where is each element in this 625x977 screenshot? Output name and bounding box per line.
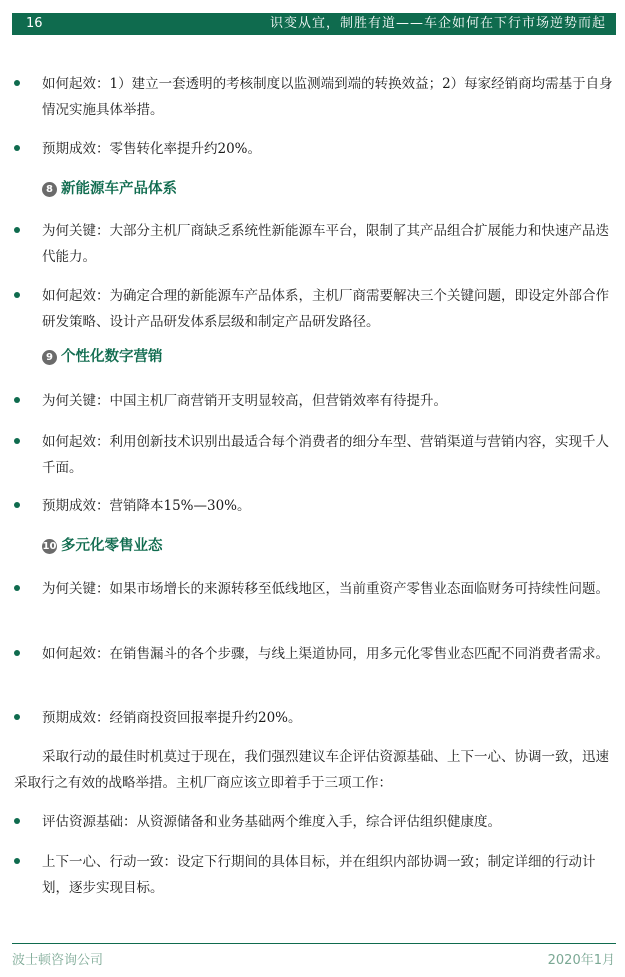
list-item-text: 为何关键：中国主机厂商营销开支明显较高，但营销效率有待提升。 xyxy=(42,393,447,409)
section-number-icon: 10 xyxy=(42,541,57,552)
list-item-text: 如何起效：1）建立一套透明的考核制度以监测端到端的转换效益；2）每家经销商均需基于自身情况实施具体举措。 xyxy=(42,76,613,118)
bullet-icon xyxy=(14,502,20,508)
footer-date: 2020年1月 xyxy=(547,953,615,968)
list-item-text: 预期成效：营销降本15%—30%。 xyxy=(42,498,251,514)
section-heading-10 xyxy=(42,536,163,556)
bullet-icon xyxy=(14,858,20,864)
section-number-icon: 9 xyxy=(42,350,57,365)
bullet-icon xyxy=(14,714,20,720)
footer-company: 波士顿咨询公司 xyxy=(12,953,104,968)
page-number: 16 xyxy=(26,16,43,31)
section-heading-8 xyxy=(42,179,177,199)
bullet-icon xyxy=(14,227,20,233)
bullet-icon xyxy=(14,397,20,403)
list-item-text: 上下一心、行动一致：设定下行期间的具体目标，并在组织内部协调一致；制定详细的行动计划，逐步实现目标。 xyxy=(42,854,596,896)
section-title: 新能源车产品体系 xyxy=(61,180,177,197)
section-title: 多元化零售业态 xyxy=(61,537,163,554)
list-item-text: 如何起效：在销售漏斗的各个步骤，与线上渠道协同，用多元化零售业态匹配不同消费者需求。 xyxy=(42,646,609,662)
list-item-text: 预期成效：经销商投资回报率提升约20%。 xyxy=(42,710,302,726)
footer-divider xyxy=(12,943,616,944)
bullet-icon xyxy=(14,650,20,656)
body-paragraph: 采取行动的最佳时机莫过于现在，我们强烈建议车企评估资源基础、上下一心、协调一致，迅速采取行之有效的战略举措。主机厂商应该立即着手于三项工作： xyxy=(14,749,609,791)
bullet-icon xyxy=(14,145,20,151)
list-item-text: 如何起效：为确定合理的新能源车产品体系，主机厂商需要解决三个关键问题，即设定外部合作研发策略、设计产品研发体系层级和制定产品研发路径。 xyxy=(42,288,609,330)
list-item-text: 如何起效：利用创新技术识别出最适合每个消费者的细分车型、营销渠道与营销内容，实现千人千面。 xyxy=(42,434,609,476)
report-title: 识变从宜，制胜有道——车企如何在下行市场逆势而起 xyxy=(269,16,606,31)
section-heading-9 xyxy=(42,347,163,367)
section-number-icon: 8 xyxy=(42,182,57,197)
bullet-icon xyxy=(14,292,20,298)
list-item-text: 预期成效：零售转化率提升约20%。 xyxy=(42,141,262,157)
bullet-icon xyxy=(14,438,20,444)
bullet-icon xyxy=(14,818,20,824)
bullet-icon xyxy=(14,80,20,86)
bullet-icon xyxy=(14,585,20,591)
list-item-text: 评估资源基础：从资源储备和业务基础两个维度入手，综合评估组织健康度。 xyxy=(42,814,501,830)
section-title: 个性化数字营销 xyxy=(61,348,163,365)
list-item-text: 为何关键：大部分主机厂商缺乏系统性新能源车平台，限制了其产品组合扩展能力和快速产品迭代能力。 xyxy=(42,223,609,265)
list-item-text: 为何关键：如果市场增长的来源转移至低线地区，当前重资产零售业态面临财务可持续性问题。 xyxy=(42,581,609,597)
page-header xyxy=(12,13,616,35)
